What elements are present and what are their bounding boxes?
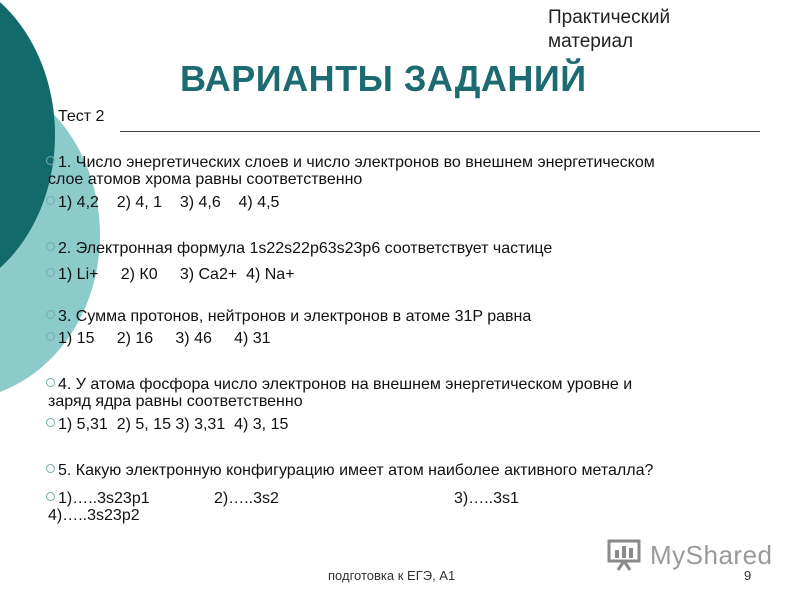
test-label: Тест 2 [58, 108, 105, 125]
question-4-line2: заряд ядра равны соответственно [48, 393, 303, 410]
bullet-icon [46, 332, 55, 341]
question-2 [48, 240, 788, 257]
myshared-logo [606, 537, 773, 571]
slide-title: ВАРИАНТЫ ЗАДАНИЙ [180, 58, 587, 99]
divider-line [120, 131, 760, 132]
bullet-icon [46, 418, 55, 427]
bullet-icon [46, 156, 55, 165]
question-5-text: 5. Какую электронную конфигурацию имеет атом наиболее активного металла? [58, 462, 654, 479]
question-1-line1: 1. Число энергетических слоев и число электронов во внешнем энергетическом [58, 154, 655, 171]
answers-2 [48, 266, 788, 283]
answers-3-text: 1) 15 2) 16 3) 46 4) 31 [58, 330, 271, 347]
answers-2-text: 1) Li+ 2) К0 3) Ca2+ 4) Na+ [58, 266, 295, 283]
question-2-text: 2. Электронная формула 1s22s22p63s23p6 соответствует частице [58, 240, 553, 257]
answers-5 [48, 490, 788, 524]
question-1-line2: слое атомов хрома равны соответственно [48, 171, 363, 188]
answer-5-option-4: 4)…..3s23p2 [48, 507, 140, 524]
question-3-text: 3. Сумма протонов, нейтронов и электронов в атоме 31P равна [58, 308, 532, 325]
answer-5-option-2: 2)…..3s2 [214, 490, 279, 507]
answers-1-text: 1) 4,2 2) 4, 1 3) 4,6 4) 4,5 [58, 194, 280, 211]
logo-text: MyShared [650, 540, 773, 570]
bullet-icon [46, 464, 55, 473]
presentation-board-icon [606, 537, 646, 571]
bullet-icon [46, 242, 55, 251]
question-4 [48, 376, 788, 410]
page-number: 9 [744, 568, 752, 583]
answer-5-option-1: 1)…..3s23p1 [58, 490, 150, 507]
corner-label: Практический материал [548, 7, 671, 52]
question-5 [48, 462, 788, 479]
bullet-icon [46, 196, 55, 205]
answers-5-row [48, 490, 788, 507]
question-3 [48, 308, 788, 325]
question-4-line1: 4. У атома фосфора число электронов на внешнем энергетическом уровне и [58, 376, 633, 393]
answers-4 [48, 416, 788, 433]
answers-3 [48, 330, 788, 347]
bullet-icon [46, 378, 55, 387]
answer-5-option-3: 3)…..3s1 [454, 490, 519, 507]
answers-1 [48, 194, 788, 211]
answers-4-text: 1) 5,31 2) 5, 15 3) 3,31 4) 3, 15 [58, 416, 289, 433]
bullet-icon [46, 268, 55, 277]
bullet-icon [46, 310, 55, 319]
footer-caption: подготовка к ЕГЭ, А1 [328, 568, 456, 583]
question-1 [48, 154, 788, 188]
